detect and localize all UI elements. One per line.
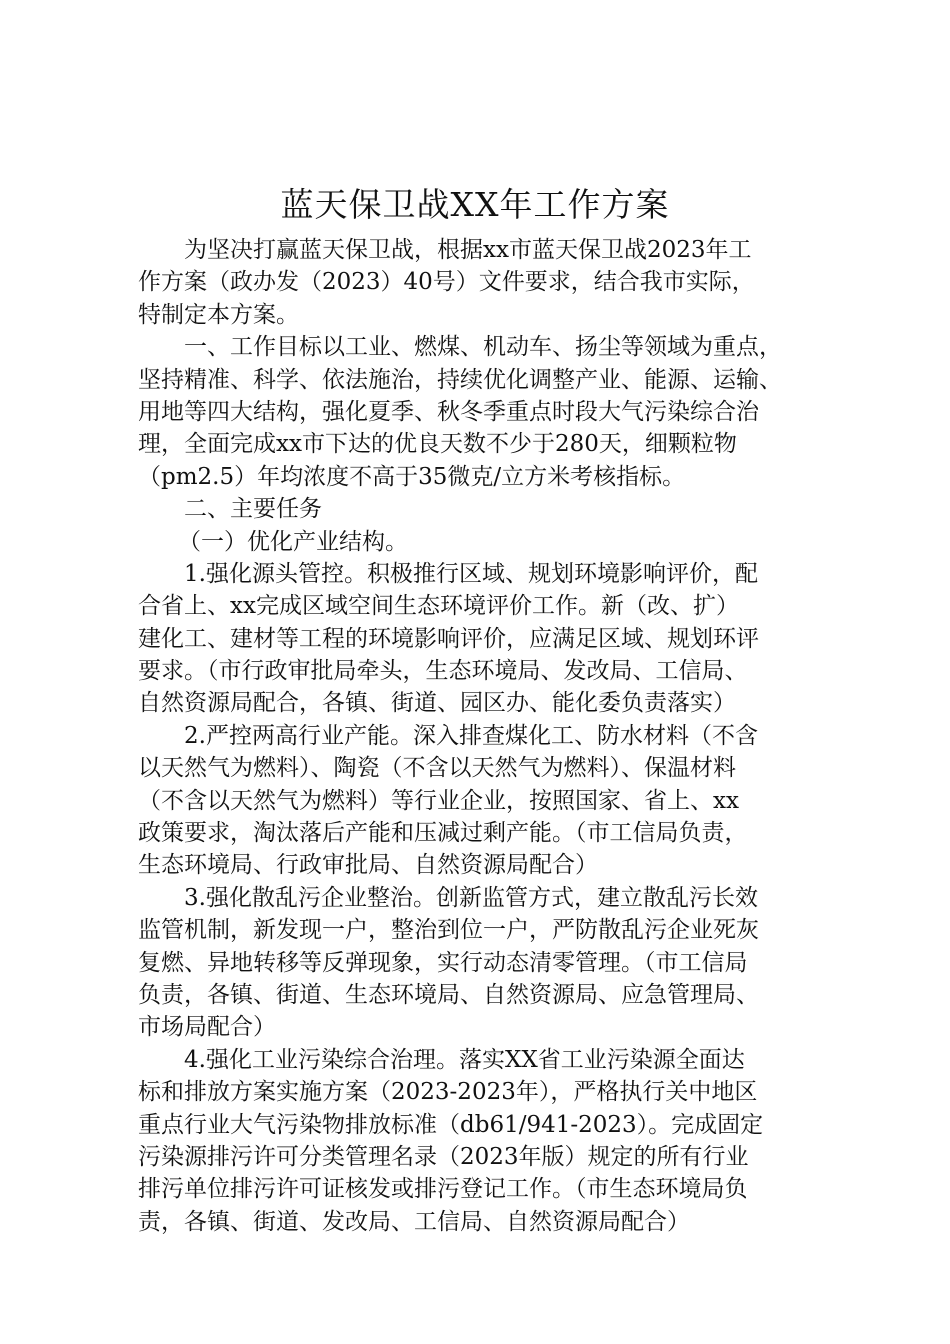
text-line: 作方案（政办发（2023）40号）文件要求，结合我市实际， — [138, 269, 755, 296]
text-line: 排污单位排污许可证核发或排污登记工作。（市生态环境局负 — [138, 1176, 748, 1203]
text-line: 理，全面完成xx市下达的优良天数不少于280天，细颗粒物 — [138, 431, 737, 458]
text-line: 3.强化散乱污企业整治。创新监管方式，建立散乱污长效 — [184, 884, 758, 911]
text-line: 复燃、异地转移等反弹现象，实行动态清零管理。（市工信局 — [138, 949, 748, 976]
text-line: 污染源排污许可分类管理名录（2023年版）规定的所有行业 — [138, 1143, 749, 1170]
text-line: 4.强化工业污染综合治理。落实XX省工业污染源全面达 — [184, 1046, 745, 1073]
text-line: （pm2.5）年均浓度不高于35微克/立方米考核指标。 — [138, 463, 686, 490]
text-line: 建化工、建材等工程的环境影响评价，应满足区域、规划环评 — [138, 625, 759, 652]
document-body — [138, 234, 838, 1238]
text-line: 合省上、xx完成区域空间生态环境评价工作。新（改、扩） — [138, 593, 739, 620]
subsection-heading: （一）优化产业结构。 — [178, 528, 408, 555]
text-line: 负责，各镇、街道、生态环境局、自然资源局、应急管理局、 — [138, 981, 759, 1008]
text-line: 标和排放方案实施方案（2023-2023年），严格执行关中地区 — [138, 1079, 758, 1106]
text-line: 自然资源局配合，各镇、街道、园区办、能化委负责落实） — [138, 690, 736, 717]
text-line: 用地等四大结构，强化夏季、秋冬季重点时段大气污染综合治 — [138, 398, 759, 425]
text-line: 生态环境局、行政审批局、自然资源局配合） — [138, 852, 598, 879]
text-line: （不含以天然气为燃料）等行业企业，按照国家、省上、xx — [138, 787, 739, 814]
text-line: 重点行业大气污染物排放标准（db61/941-2023）。完成固定 — [138, 1111, 764, 1138]
text-line: 一、工作目标以工业、燃煤、机动车、扬尘等领域为重点， — [184, 334, 782, 361]
text-line: 要求。（市行政审批局牵头，生态环境局、发改局、工信局、 — [138, 658, 748, 685]
section-heading: 二、主要任务 — [184, 496, 322, 523]
text-line: 坚持精准、科学、依法施治，持续优化调整产业、能源、运输、 — [138, 366, 782, 393]
text-line: 特制定本方案。 — [138, 301, 299, 328]
text-line: 1.强化源头管控。积极推行区域、规划环境影响评价，配 — [184, 560, 758, 587]
text-line: 以天然气为燃料）、陶瓷（不含以天然气为燃料）、保温材料 — [138, 755, 736, 782]
text-line: 为坚决打赢蓝天保卫战，根据xx市蓝天保卫战2023年工 — [184, 237, 752, 263]
text-line: 市场局配合） — [138, 1014, 276, 1041]
document-title: 蓝天保卫战XX年工作方案 — [280, 185, 670, 224]
text-line: 政策要求，淘汰落后产能和压减过剩产能。（市工信局负责， — [138, 820, 748, 847]
text-line: 监管机制，新发现一户，整治到位一户，严防散乱污企业死灰 — [138, 917, 759, 944]
text-line: 责，各镇、街道、发改局、工信局、自然资源局配合） — [138, 1208, 690, 1235]
text-line: 2.严控两高行业产能。深入排查煤化工、防水材料（不含 — [184, 722, 758, 749]
